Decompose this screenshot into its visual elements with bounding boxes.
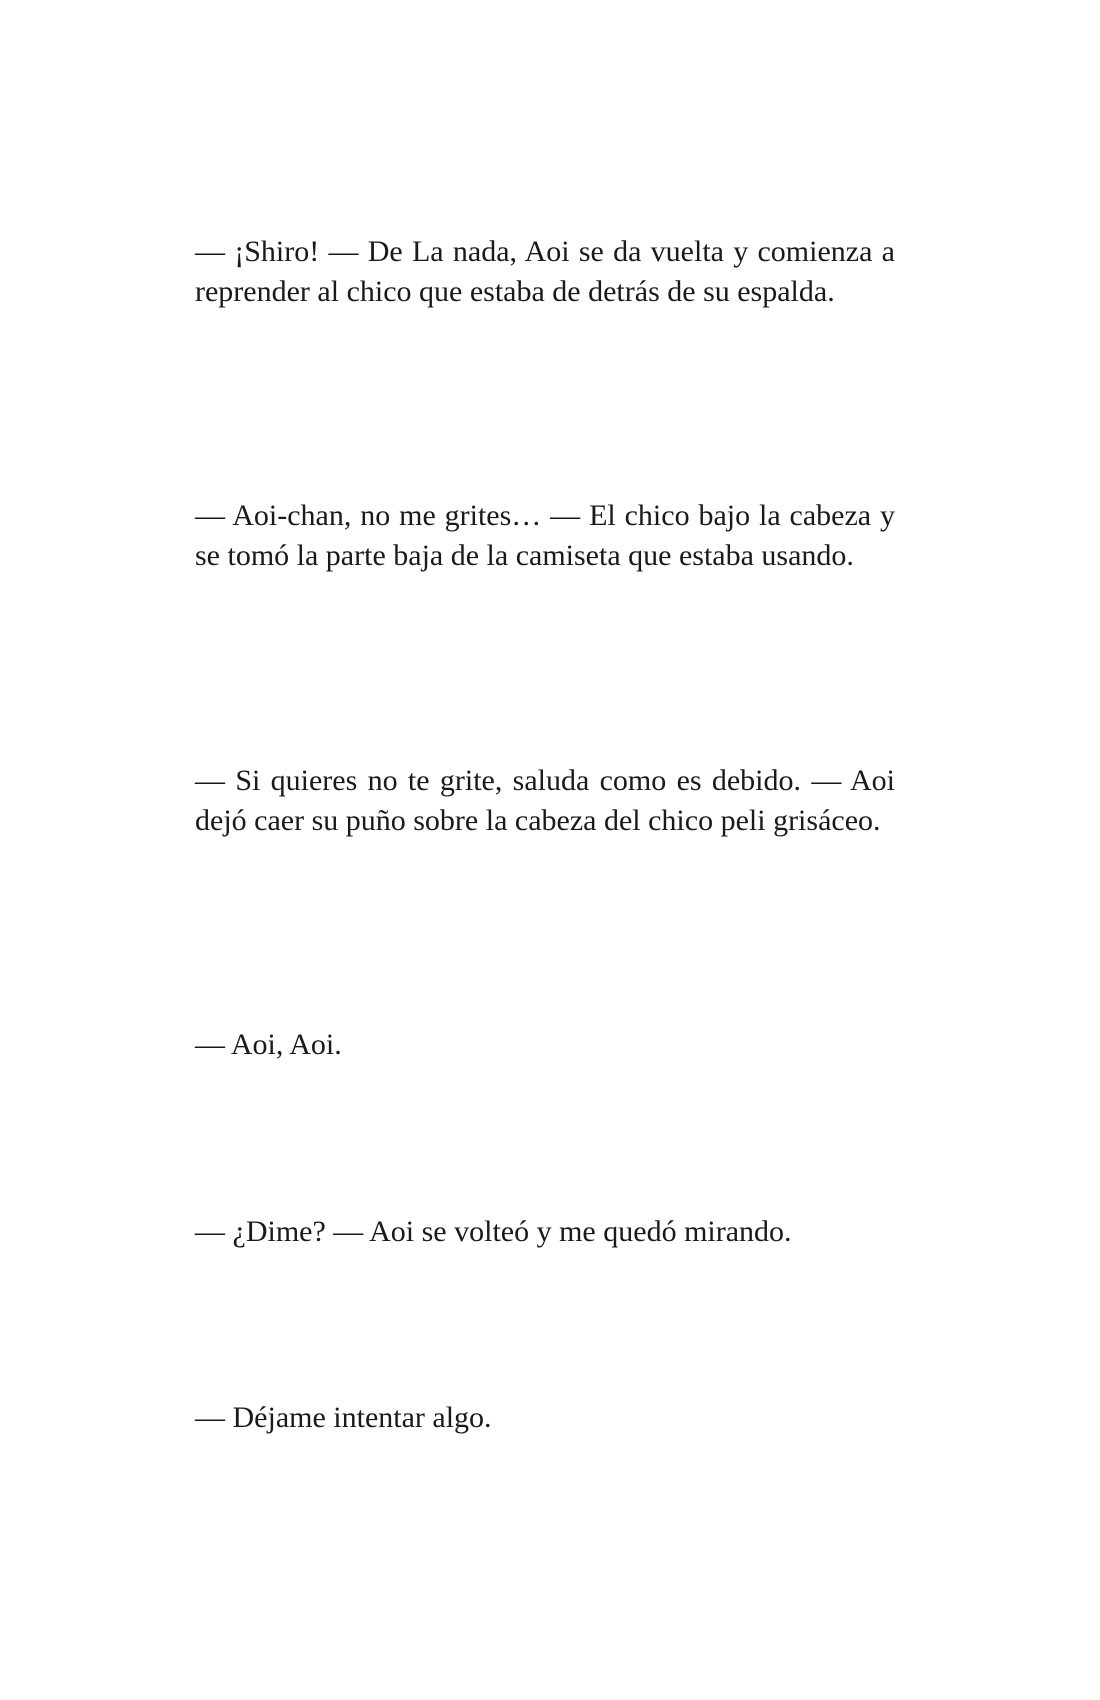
dialogue-paragraph: — Aoi-chan, no me grites… — El chico bajo la cabeza y se tomó la parte baja de la camiseta que estaba usando. xyxy=(195,499,895,572)
dialogue-paragraph: — ¡Shiro! — De La nada, Aoi se da vuelta y comienza a reprender al chico que estaba de detrás de su espalda. xyxy=(195,235,895,308)
dialogue-paragraph: — Si quieres no te grite, saluda como es debido. — Aoi dejó caer su puño sobre la cabeza del chico peli grisáceo. xyxy=(195,764,895,837)
dialogue-paragraph: — Déjame intentar algo. xyxy=(195,1401,492,1434)
dialogue-paragraph: — ¿Dime? — Aoi se volteó y me quedó mirando. xyxy=(195,1215,792,1248)
dialogue-paragraph: — Aoi, Aoi. xyxy=(195,1028,342,1061)
